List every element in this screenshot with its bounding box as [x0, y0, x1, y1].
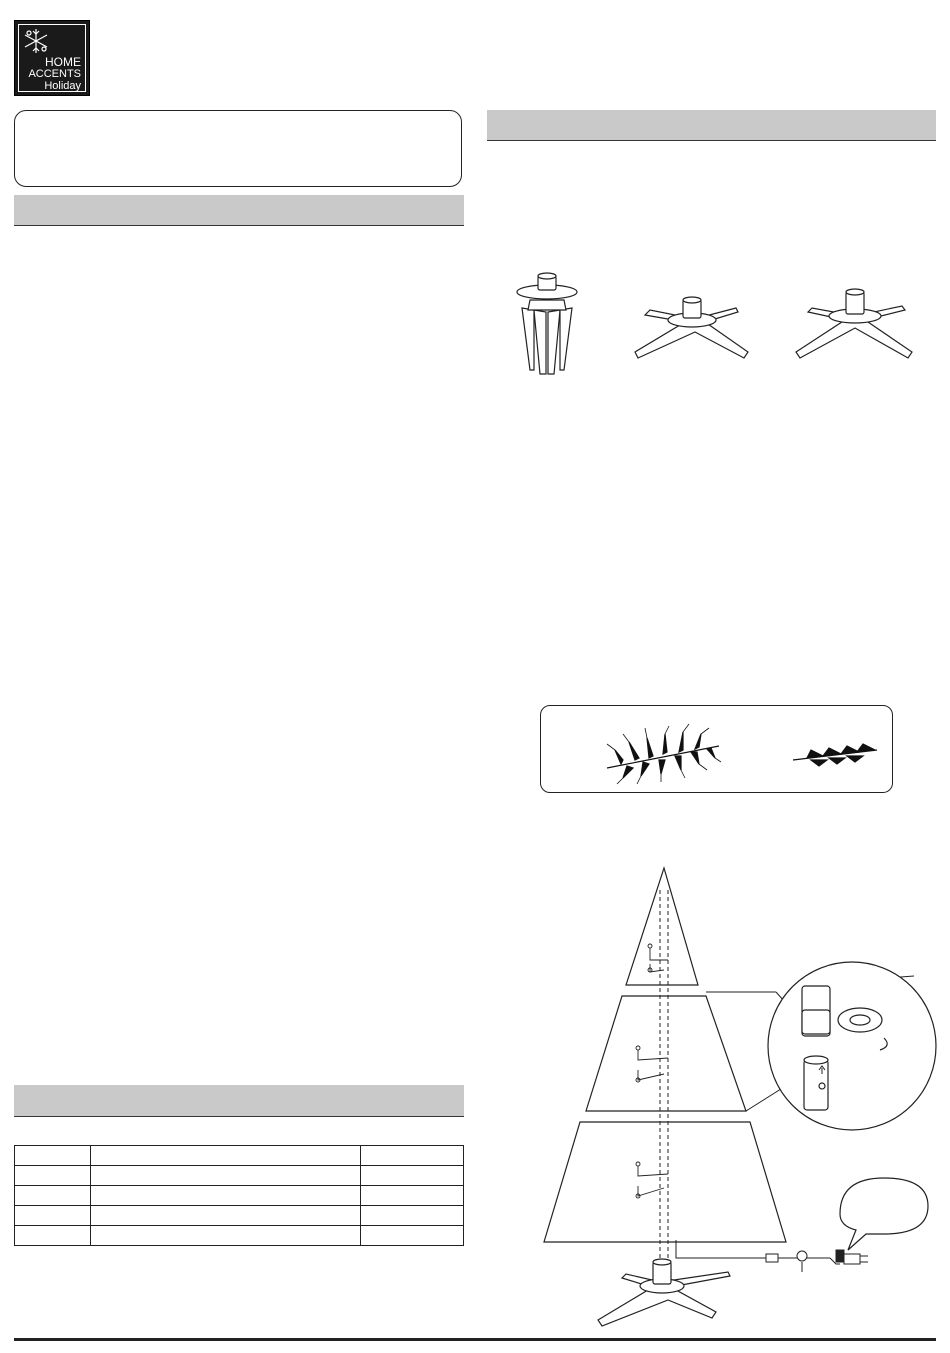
- table-cell: [15, 1226, 91, 1246]
- table-cell: [361, 1206, 464, 1226]
- stand-options-illustration: [500, 270, 940, 385]
- pole-connection-detail: [768, 962, 936, 1130]
- table-cell: [15, 1186, 91, 1206]
- cross-stand-large-icon: [796, 289, 912, 358]
- tree-top-section: [626, 868, 698, 985]
- section-header-left-top: [14, 195, 464, 226]
- spike-stand-icon: [517, 273, 577, 374]
- table-cell: [90, 1186, 360, 1206]
- fluffed-branch-icon: [607, 724, 721, 784]
- table-cell: [361, 1166, 464, 1186]
- table-row: [15, 1206, 464, 1226]
- table-row: [15, 1146, 464, 1166]
- logo-line-holiday: Holiday: [44, 80, 81, 92]
- table-cell: [15, 1146, 91, 1166]
- footer-rule: [14, 1338, 936, 1341]
- tree-middle-section: [586, 996, 746, 1111]
- table-row: [15, 1186, 464, 1206]
- table-cell: [90, 1226, 360, 1246]
- section-header-right: [487, 110, 936, 141]
- table-row: [15, 1166, 464, 1186]
- table-cell: [90, 1206, 360, 1226]
- snowflake-icon: [21, 27, 51, 55]
- logo-line-home: HOME: [45, 55, 81, 69]
- section-header-parts: [14, 1085, 464, 1117]
- table-cell: [90, 1146, 360, 1166]
- tree-assembly-diagram: [540, 860, 940, 1330]
- logo-line-accents: ACCENTS: [28, 68, 81, 80]
- table-row: [15, 1226, 464, 1246]
- brand-logo: [14, 20, 90, 96]
- table-cell: [361, 1186, 464, 1206]
- speech-bubble: [840, 1178, 928, 1250]
- cross-stand-small-icon: [635, 297, 748, 358]
- table-cell: [361, 1146, 464, 1166]
- base-stand-icon: [598, 1259, 730, 1326]
- table-cell: [90, 1166, 360, 1186]
- table-cell: [15, 1166, 91, 1186]
- branch-illustration: [601, 716, 881, 786]
- table-cell: [15, 1206, 91, 1226]
- power-cord-icon: [676, 1240, 868, 1272]
- table-cell: [361, 1226, 464, 1246]
- unfluffed-branch-icon: [793, 744, 877, 766]
- branch-fluffing-box: [540, 705, 893, 793]
- parts-table: [14, 1145, 464, 1246]
- callout-box: [14, 110, 462, 187]
- tree-bottom-section: [544, 1122, 786, 1242]
